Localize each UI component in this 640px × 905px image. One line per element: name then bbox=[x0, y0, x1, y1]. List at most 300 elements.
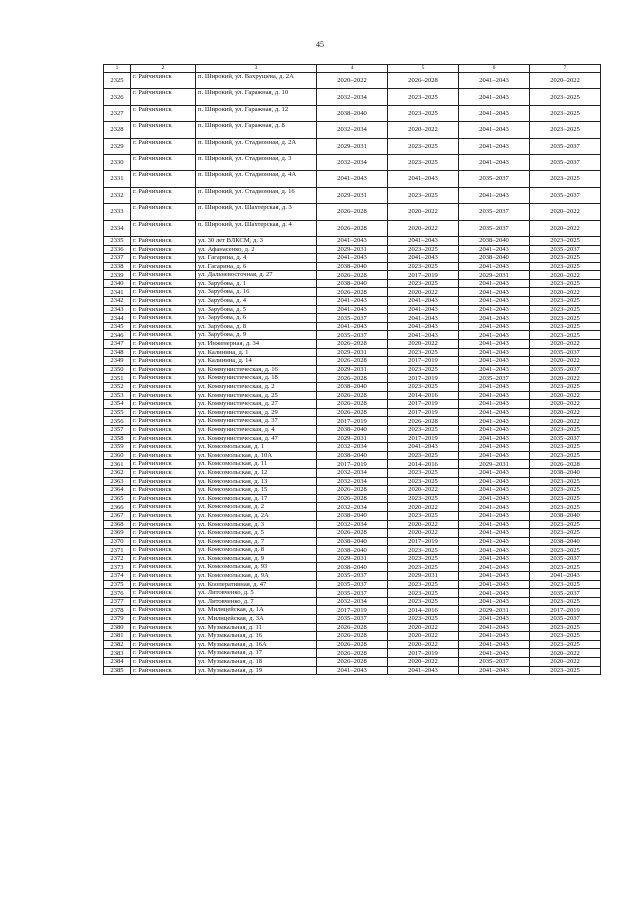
period-cell: 2038–2040 bbox=[317, 451, 388, 460]
period-cell: 2023–2025 bbox=[388, 511, 459, 520]
period-cell: 2035–2037 bbox=[530, 138, 601, 154]
period-cell: 2035–2037 bbox=[530, 434, 601, 443]
address-cell: ул. Комсомольская, д. 11 bbox=[196, 460, 317, 469]
period-cell: 2041–2043 bbox=[459, 572, 530, 581]
settlement-cell: г. Райчихинск bbox=[131, 314, 196, 323]
period-cell: 2020–2022 bbox=[530, 340, 601, 349]
period-cell: 2041–2043 bbox=[459, 348, 530, 357]
table-row bbox=[104, 537, 601, 546]
period-cell: 2014–2016 bbox=[388, 460, 459, 469]
period-cell: 2017–2019 bbox=[388, 434, 459, 443]
settlement-cell: г. Райчихинск bbox=[131, 486, 196, 495]
period-cell: 2035–2037 bbox=[317, 331, 388, 340]
period-cell: 2017–2019 bbox=[388, 408, 459, 417]
column-header: 3 bbox=[196, 65, 317, 73]
row-number-cell: 2373 bbox=[104, 563, 131, 572]
period-cell: 2041–2043 bbox=[388, 666, 459, 675]
period-cell: 2023–2025 bbox=[530, 563, 601, 572]
table-row bbox=[104, 511, 601, 520]
settlement-cell: г. Райчихинск bbox=[131, 554, 196, 563]
period-cell: 2026–2028 bbox=[317, 623, 388, 632]
period-cell: 2023–2025 bbox=[530, 105, 601, 121]
row-number-cell: 2378 bbox=[104, 606, 131, 615]
period-cell: 2020–2022 bbox=[530, 391, 601, 400]
settlement-cell: г. Райчихинск bbox=[131, 391, 196, 400]
period-cell: 2038–2040 bbox=[317, 279, 388, 288]
period-cell: 2041–2043 bbox=[388, 443, 459, 452]
table-row bbox=[104, 357, 601, 366]
period-cell: 2023–2025 bbox=[388, 563, 459, 572]
table-row bbox=[104, 314, 601, 323]
period-cell: 2023–2025 bbox=[388, 245, 459, 254]
period-cell: 2023–2025 bbox=[388, 615, 459, 624]
table-row bbox=[104, 580, 601, 589]
period-cell: 2020–2022 bbox=[530, 204, 601, 220]
table-row bbox=[104, 245, 601, 254]
period-cell: 2038–2040 bbox=[317, 511, 388, 520]
table-row bbox=[104, 554, 601, 563]
address-cell: ул. Милицейская, д. 1А bbox=[196, 606, 317, 615]
settlement-cell: г. Райчихинск bbox=[131, 245, 196, 254]
period-cell: 2035–2037 bbox=[530, 348, 601, 357]
column-header: 5 bbox=[388, 65, 459, 73]
period-cell: 2041–2043 bbox=[459, 434, 530, 443]
address-cell: ул. Комсомольская, д. 9 bbox=[196, 554, 317, 563]
row-number-cell: 2379 bbox=[104, 615, 131, 624]
period-cell: 2032–2034 bbox=[317, 477, 388, 486]
address-cell: ул. Комсомольская, д. 15 bbox=[196, 486, 317, 495]
period-cell: 2041–2043 bbox=[459, 563, 530, 572]
period-cell: 2041–2043 bbox=[459, 615, 530, 624]
period-cell: 2017–2019 bbox=[388, 400, 459, 409]
period-cell: 2023–2025 bbox=[388, 348, 459, 357]
period-cell: 2041–2043 bbox=[388, 305, 459, 314]
settlement-cell: г. Райчихинск bbox=[131, 400, 196, 409]
address-cell: ул. Комсомольская, д. 7 bbox=[196, 537, 317, 546]
period-cell: 2020–2022 bbox=[530, 408, 601, 417]
table-row bbox=[104, 503, 601, 512]
address-cell: ул. Музыкальная, д. 16А bbox=[196, 640, 317, 649]
row-number-cell: 2367 bbox=[104, 511, 131, 520]
period-cell: 2035–2037 bbox=[530, 154, 601, 170]
period-cell: 2041–2043 bbox=[459, 357, 530, 366]
period-cell: 2041–2043 bbox=[459, 89, 530, 105]
settlement-cell: г. Райчихинск bbox=[131, 348, 196, 357]
period-cell: 2035–2037 bbox=[317, 572, 388, 581]
table-row bbox=[104, 417, 601, 426]
period-cell: 2041–2043 bbox=[459, 417, 530, 426]
period-cell: 2020–2022 bbox=[530, 357, 601, 366]
period-cell: 2026–2028 bbox=[388, 73, 459, 89]
address-cell: ул. Зарубова, д. 16 bbox=[196, 288, 317, 297]
address-cell: ул. Музыкальная, д. 16 bbox=[196, 632, 317, 641]
address-cell: п. Широкий, ул. Гаражная, д. 12 bbox=[196, 105, 317, 121]
table-row bbox=[104, 236, 601, 245]
settlement-cell: г. Райчихинск bbox=[131, 374, 196, 383]
period-cell: 2023–2025 bbox=[388, 468, 459, 477]
address-cell: ул. Литовченко, д. 5 bbox=[196, 589, 317, 598]
row-number-cell: 2343 bbox=[104, 305, 131, 314]
period-cell: 2026–2028 bbox=[317, 640, 388, 649]
table-row bbox=[104, 666, 601, 675]
table-row bbox=[104, 271, 601, 280]
address-cell: ул. Комсомольская, д. 9А bbox=[196, 572, 317, 581]
table-row bbox=[104, 546, 601, 555]
housing-schedule-table bbox=[103, 64, 601, 675]
table-row bbox=[104, 220, 601, 236]
period-cell: 2041–2043 bbox=[459, 245, 530, 254]
period-cell: 2041–2043 bbox=[459, 640, 530, 649]
column-header: 4 bbox=[317, 65, 388, 73]
row-number-cell: 2383 bbox=[104, 649, 131, 658]
period-cell: 2023–2025 bbox=[388, 262, 459, 271]
period-cell: 2029–2031 bbox=[317, 348, 388, 357]
address-cell: ул. Комсомольская, д. 3 bbox=[196, 520, 317, 529]
table-row bbox=[104, 105, 601, 121]
period-cell: 2020–2022 bbox=[388, 640, 459, 649]
row-number-cell: 2384 bbox=[104, 658, 131, 667]
period-cell: 2038–2040 bbox=[317, 383, 388, 392]
period-cell: 2041–2043 bbox=[388, 236, 459, 245]
period-cell: 2041–2043 bbox=[459, 262, 530, 271]
period-cell: 2041–2043 bbox=[459, 314, 530, 323]
period-cell: 2023–2025 bbox=[530, 297, 601, 306]
period-cell: 2038–2040 bbox=[317, 546, 388, 555]
row-number-cell: 2382 bbox=[104, 640, 131, 649]
period-cell: 2023–2025 bbox=[530, 580, 601, 589]
table-row bbox=[104, 563, 601, 572]
period-cell: 2038–2040 bbox=[317, 425, 388, 434]
period-cell: 2041–2043 bbox=[459, 340, 530, 349]
period-cell: 2026–2028 bbox=[317, 529, 388, 538]
period-cell: 2041–2043 bbox=[459, 154, 530, 170]
address-cell: ул. Зарубова, д. 9 bbox=[196, 331, 317, 340]
address-cell: ул. Милицейская, д. 3А bbox=[196, 615, 317, 624]
address-cell: ул. Комсомольская, д. 5 bbox=[196, 529, 317, 538]
period-cell: 2020–2022 bbox=[388, 340, 459, 349]
period-cell: 2035–2037 bbox=[317, 589, 388, 598]
period-cell: 2041–2043 bbox=[459, 554, 530, 563]
period-cell: 2038–2040 bbox=[530, 468, 601, 477]
period-cell: 2026–2028 bbox=[530, 460, 601, 469]
table-row bbox=[104, 374, 601, 383]
period-cell: 2026–2028 bbox=[317, 649, 388, 658]
table-row bbox=[104, 589, 601, 598]
period-cell: 2035–2037 bbox=[459, 374, 530, 383]
address-cell: ул. Зарубова, д. 4 bbox=[196, 297, 317, 306]
row-number-cell: 2380 bbox=[104, 623, 131, 632]
row-number-cell: 2363 bbox=[104, 477, 131, 486]
table-row bbox=[104, 348, 601, 357]
address-cell: ул. Зарубова, д. 1 bbox=[196, 279, 317, 288]
address-cell: ул. Музыкальная, д. 19 bbox=[196, 666, 317, 675]
period-cell: 2035–2037 bbox=[530, 365, 601, 374]
row-number-cell: 2328 bbox=[104, 122, 131, 138]
settlement-cell: г. Райчихинск bbox=[131, 279, 196, 288]
address-cell: ул. Музыкальная, д. 11 bbox=[196, 623, 317, 632]
period-cell: 2035–2037 bbox=[317, 314, 388, 323]
row-number-cell: 2365 bbox=[104, 494, 131, 503]
row-number-cell: 2362 bbox=[104, 468, 131, 477]
period-cell: 2026–2028 bbox=[317, 658, 388, 667]
period-cell: 2017–2019 bbox=[388, 271, 459, 280]
period-cell: 2041–2043 bbox=[459, 279, 530, 288]
table-row bbox=[104, 623, 601, 632]
period-cell: 2023–2025 bbox=[388, 89, 459, 105]
address-cell: ул. Комсомольская, д. 10А bbox=[196, 451, 317, 460]
period-cell: 2023–2025 bbox=[388, 597, 459, 606]
table-row bbox=[104, 529, 601, 538]
table-row bbox=[104, 572, 601, 581]
address-cell: ул. Музыкальная, д. 18 bbox=[196, 658, 317, 667]
address-cell: п. Широкий, ул. Стадионная, д. 4А bbox=[196, 171, 317, 187]
period-cell: 2041–2043 bbox=[388, 322, 459, 331]
address-cell: ул. Коммунистическая, д. 18 bbox=[196, 374, 317, 383]
row-number-cell: 2351 bbox=[104, 374, 131, 383]
period-cell: 2041–2043 bbox=[459, 632, 530, 641]
period-cell: 2026–2028 bbox=[317, 340, 388, 349]
address-cell: ул. Литовченко, д. 7 bbox=[196, 597, 317, 606]
table-row bbox=[104, 649, 601, 658]
period-cell: 2026–2028 bbox=[317, 204, 388, 220]
period-cell: 2041–2043 bbox=[459, 529, 530, 538]
table-row bbox=[104, 262, 601, 271]
settlement-cell: г. Райчихинск bbox=[131, 580, 196, 589]
settlement-cell: г. Райчихинск bbox=[131, 537, 196, 546]
address-cell: ул. Гагарина, д. 4 bbox=[196, 254, 317, 263]
period-cell: 2020–2022 bbox=[388, 486, 459, 495]
period-cell: 2023–2025 bbox=[530, 262, 601, 271]
period-cell: 2035–2037 bbox=[530, 615, 601, 624]
period-cell: 2041–2043 bbox=[459, 666, 530, 675]
period-cell: 2026–2028 bbox=[317, 494, 388, 503]
settlement-cell: г. Райчихинск bbox=[131, 451, 196, 460]
address-cell: п. Широкий, ул. Стадионная, д. 16 bbox=[196, 187, 317, 203]
table-row bbox=[104, 494, 601, 503]
period-cell: 2020–2022 bbox=[388, 204, 459, 220]
table-row bbox=[104, 391, 601, 400]
period-cell: 2020–2022 bbox=[530, 658, 601, 667]
settlement-cell: г. Райчихинск bbox=[131, 443, 196, 452]
period-cell: 2026–2028 bbox=[317, 408, 388, 417]
period-cell: 2029–2031 bbox=[317, 365, 388, 374]
period-cell: 2017–2019 bbox=[317, 606, 388, 615]
period-cell: 2029–2031 bbox=[317, 434, 388, 443]
settlement-cell: г. Райчихинск bbox=[131, 236, 196, 245]
period-cell: 2023–2025 bbox=[530, 546, 601, 555]
period-cell: 2029–2031 bbox=[459, 460, 530, 469]
table-row bbox=[104, 451, 601, 460]
row-number-cell: 2337 bbox=[104, 254, 131, 263]
settlement-cell: г. Райчихинск bbox=[131, 288, 196, 297]
period-cell: 2041–2043 bbox=[459, 297, 530, 306]
table-row bbox=[104, 486, 601, 495]
settlement-cell: г. Райчихинск bbox=[131, 73, 196, 89]
row-number-cell: 2359 bbox=[104, 443, 131, 452]
row-number-cell: 2326 bbox=[104, 89, 131, 105]
period-cell: 2041–2043 bbox=[317, 666, 388, 675]
period-cell: 2041–2043 bbox=[530, 572, 601, 581]
period-cell: 2041–2043 bbox=[388, 171, 459, 187]
table-row bbox=[104, 468, 601, 477]
period-cell: 2023–2025 bbox=[388, 589, 459, 598]
table-row bbox=[104, 305, 601, 314]
row-number-cell: 2341 bbox=[104, 288, 131, 297]
table-row bbox=[104, 632, 601, 641]
table-row bbox=[104, 331, 601, 340]
period-cell: 2023–2025 bbox=[530, 477, 601, 486]
address-cell: ул. Зарубова, д. 8 bbox=[196, 322, 317, 331]
period-cell: 2035–2037 bbox=[459, 204, 530, 220]
period-cell: 2041–2043 bbox=[317, 305, 388, 314]
settlement-cell: г. Райчихинск bbox=[131, 262, 196, 271]
period-cell: 2038–2040 bbox=[317, 105, 388, 121]
period-cell: 2026–2028 bbox=[317, 400, 388, 409]
period-cell: 2014–2016 bbox=[388, 606, 459, 615]
period-cell: 2041–2043 bbox=[459, 511, 530, 520]
row-number-cell: 2329 bbox=[104, 138, 131, 154]
row-number-cell: 2369 bbox=[104, 529, 131, 538]
address-cell: п. Широкий, ул. Стадионная, д. 3 bbox=[196, 154, 317, 170]
period-cell: 2020–2022 bbox=[388, 288, 459, 297]
row-number-cell: 2348 bbox=[104, 348, 131, 357]
address-cell: ул. Кооперативная, д. 47 bbox=[196, 580, 317, 589]
period-cell: 2041–2043 bbox=[459, 331, 530, 340]
period-cell: 2026–2028 bbox=[317, 486, 388, 495]
table-row bbox=[104, 477, 601, 486]
period-cell: 2041–2043 bbox=[459, 503, 530, 512]
period-cell: 2023–2025 bbox=[530, 122, 601, 138]
table-body bbox=[104, 73, 601, 675]
table-row bbox=[104, 171, 601, 187]
period-cell: 2026–2028 bbox=[317, 357, 388, 366]
period-cell: 2035–2037 bbox=[530, 589, 601, 598]
settlement-cell: г. Райчихинск bbox=[131, 297, 196, 306]
table-row bbox=[104, 400, 601, 409]
address-cell: ул. Коммунистическая, д. 16 bbox=[196, 365, 317, 374]
period-cell: 2020–2022 bbox=[388, 632, 459, 641]
period-cell: 2041–2043 bbox=[459, 383, 530, 392]
table-row bbox=[104, 606, 601, 615]
period-cell: 2032–2034 bbox=[317, 503, 388, 512]
period-cell: 2032–2034 bbox=[317, 122, 388, 138]
row-number-cell: 2366 bbox=[104, 503, 131, 512]
period-cell: 2023–2025 bbox=[388, 554, 459, 563]
period-cell: 2029–2031 bbox=[459, 606, 530, 615]
table-row bbox=[104, 365, 601, 374]
period-cell: 2026–2028 bbox=[317, 632, 388, 641]
period-cell: 2041–2043 bbox=[388, 254, 459, 263]
period-cell: 2035–2037 bbox=[317, 580, 388, 589]
settlement-cell: г. Райчихинск bbox=[131, 220, 196, 236]
table-row bbox=[104, 204, 601, 220]
settlement-cell: г. Райчихинск bbox=[131, 520, 196, 529]
period-cell: 2041–2043 bbox=[388, 314, 459, 323]
column-header: 1 bbox=[104, 65, 131, 73]
settlement-cell: г. Райчихинск bbox=[131, 187, 196, 203]
period-cell: 2023–2025 bbox=[530, 597, 601, 606]
period-cell: 2035–2037 bbox=[530, 245, 601, 254]
row-number-cell: 2334 bbox=[104, 220, 131, 236]
table-row bbox=[104, 154, 601, 170]
settlement-cell: г. Райчихинск bbox=[131, 606, 196, 615]
row-number-cell: 2347 bbox=[104, 340, 131, 349]
period-cell: 2023–2025 bbox=[530, 89, 601, 105]
period-cell: 2023–2025 bbox=[530, 383, 601, 392]
settlement-cell: г. Райчихинск bbox=[131, 408, 196, 417]
period-cell: 2038–2040 bbox=[459, 236, 530, 245]
period-cell: 2041–2043 bbox=[459, 391, 530, 400]
period-cell: 2041–2043 bbox=[459, 425, 530, 434]
period-cell: 2023–2025 bbox=[530, 529, 601, 538]
period-cell: 2041–2043 bbox=[317, 171, 388, 187]
address-cell: ул. Коммунистическая, д. 4 bbox=[196, 425, 317, 434]
period-cell: 2023–2025 bbox=[530, 236, 601, 245]
period-cell: 2023–2025 bbox=[530, 171, 601, 187]
settlement-cell: г. Райчихинск bbox=[131, 171, 196, 187]
table-row bbox=[104, 187, 601, 203]
period-cell: 2041–2043 bbox=[459, 537, 530, 546]
period-cell: 2035–2037 bbox=[459, 171, 530, 187]
address-cell: п. Широкий, ул. Гаражная, д. 8 bbox=[196, 122, 317, 138]
column-header: 7 bbox=[530, 65, 601, 73]
row-number-cell: 2327 bbox=[104, 105, 131, 121]
period-cell: 2020–2022 bbox=[530, 649, 601, 658]
row-number-cell: 2354 bbox=[104, 400, 131, 409]
period-cell: 2020–2022 bbox=[388, 520, 459, 529]
row-number-cell: 2381 bbox=[104, 632, 131, 641]
row-number-cell: 2350 bbox=[104, 365, 131, 374]
settlement-cell: г. Райчихинск bbox=[131, 546, 196, 555]
row-number-cell: 2353 bbox=[104, 391, 131, 400]
period-cell: 2020–2022 bbox=[388, 529, 459, 538]
address-cell: ул. Коммунистическая, д. 2 bbox=[196, 383, 317, 392]
settlement-cell: г. Райчихинск bbox=[131, 254, 196, 263]
period-cell: 2035–2037 bbox=[459, 220, 530, 236]
row-number-cell: 2356 bbox=[104, 417, 131, 426]
settlement-cell: г. Райчихинск bbox=[131, 417, 196, 426]
period-cell: 2041–2043 bbox=[317, 254, 388, 263]
settlement-cell: г. Райчихинск bbox=[131, 340, 196, 349]
settlement-cell: г. Райчихинск bbox=[131, 383, 196, 392]
settlement-cell: г. Райчихинск bbox=[131, 563, 196, 572]
settlement-cell: г. Райчихинск bbox=[131, 138, 196, 154]
period-cell: 2017–2019 bbox=[388, 649, 459, 658]
table-row bbox=[104, 122, 601, 138]
settlement-cell: г. Райчихинск bbox=[131, 331, 196, 340]
period-cell: 2020–2022 bbox=[388, 658, 459, 667]
table-row bbox=[104, 138, 601, 154]
row-number-cell: 2368 bbox=[104, 520, 131, 529]
settlement-cell: г. Райчихинск bbox=[131, 271, 196, 280]
period-cell: 2020–2022 bbox=[530, 73, 601, 89]
period-cell: 2041–2043 bbox=[317, 297, 388, 306]
period-cell: 2023–2025 bbox=[530, 254, 601, 263]
period-cell: 2041–2043 bbox=[459, 443, 530, 452]
period-cell: 2023–2025 bbox=[388, 187, 459, 203]
settlement-cell: г. Райчихинск bbox=[131, 305, 196, 314]
row-number-cell: 2340 bbox=[104, 279, 131, 288]
row-number-cell: 2338 bbox=[104, 262, 131, 271]
address-cell: ул. Музыкальная, д. 17 bbox=[196, 649, 317, 658]
period-cell: 2035–2037 bbox=[530, 554, 601, 563]
address-cell: ул. Комсомольская, д. 13 bbox=[196, 477, 317, 486]
settlement-cell: г. Райчихинск bbox=[131, 322, 196, 331]
period-cell: 2038–2040 bbox=[317, 262, 388, 271]
column-header: 6 bbox=[459, 65, 530, 73]
period-cell: 2020–2022 bbox=[530, 374, 601, 383]
period-cell: 2041–2043 bbox=[459, 122, 530, 138]
